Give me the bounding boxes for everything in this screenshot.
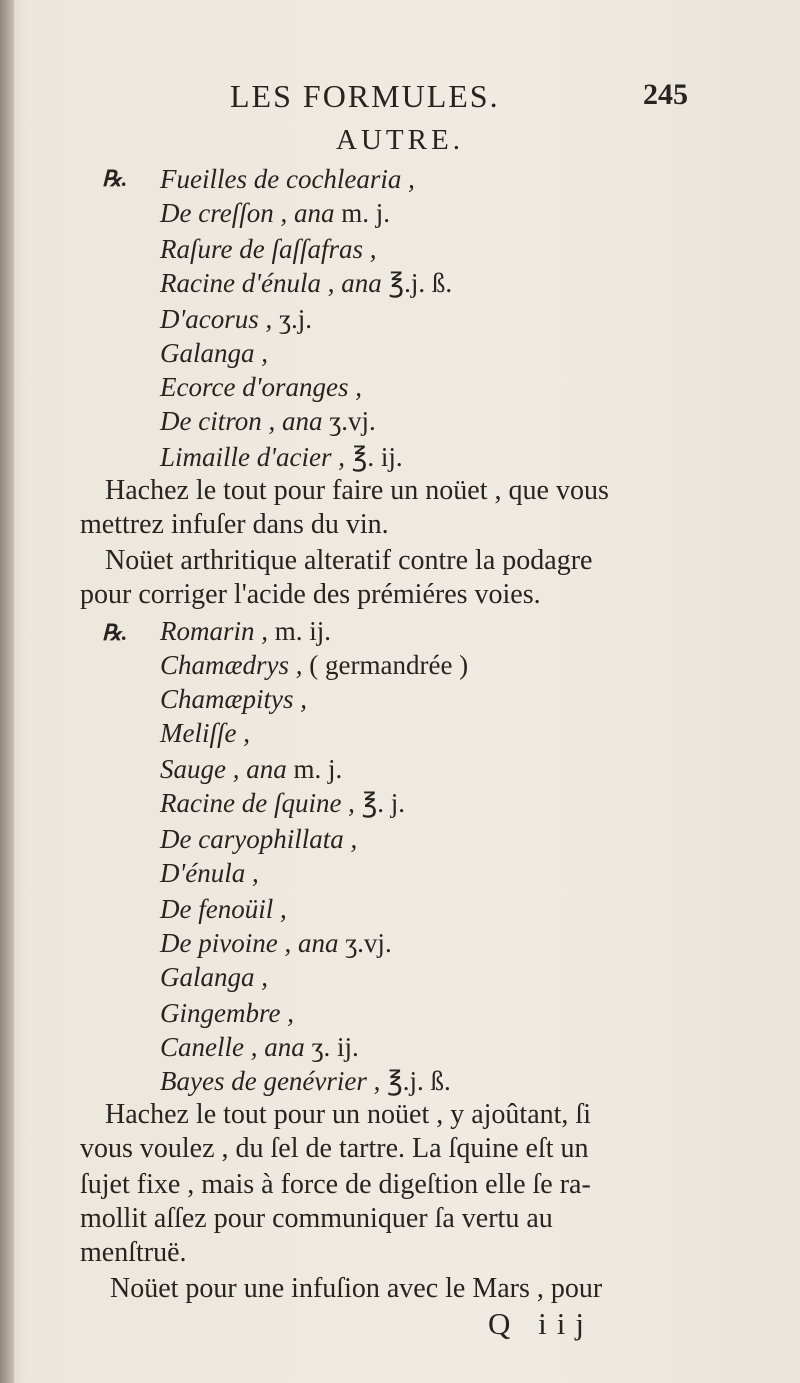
paragraph-line: Hachez le tout pour faire un noüet , que vous (105, 475, 609, 506)
ingredient-name: Racine d'énula , ana (160, 268, 382, 298)
ingredient-line (160, 786, 405, 820)
ingredient-name: Meliſſe , (160, 718, 250, 748)
ingredient-line (160, 162, 415, 196)
ingredient-name: Ecorce d'oranges , (160, 372, 362, 402)
ingredient-dose: ( germandrée ) (302, 650, 469, 680)
ingredient-name: Sauge , ana (160, 754, 287, 784)
ingredient-dose: ℥.j. ß. (380, 1066, 451, 1096)
ingredient-line (160, 892, 287, 926)
signature-mark: Q iij (488, 1306, 594, 1341)
ingredient-name: D'acorus , (160, 304, 273, 334)
ingredient-line (160, 752, 342, 786)
paragraph-line: Noüet arthritique alteratif contre la podagre (105, 545, 593, 576)
ingredient-line (160, 440, 403, 474)
ingredient-name: De pivoine , ana (160, 928, 339, 958)
ingredient-dose: ʒ. ij. (304, 1032, 359, 1062)
recipe-symbol: ℞. (102, 166, 128, 191)
ingredient-name: De creſſon , ana (160, 198, 335, 228)
paragraph-line: mettrez infuſer dans du vin. (80, 509, 389, 540)
ingredient-line (160, 682, 307, 716)
ingredient-dose: ℥. ij. (345, 442, 403, 472)
paragraph-line: Noüet pour une infuſion avec le Mars , pour (110, 1273, 603, 1304)
ingredient-name: De caryophillata , (160, 824, 358, 854)
page-number: 245 (643, 78, 688, 111)
ingredient-name: De fenoüil , (160, 894, 287, 924)
ingredient-name: De citron , ana (160, 406, 323, 436)
paragraph-line: menſtruë. (80, 1237, 187, 1268)
ingredient-name: Chamædrys , (160, 650, 303, 680)
book-spine (0, 0, 14, 1383)
ingredient-dose: m. ij. (268, 616, 332, 646)
paragraph-line: mollit aſſez pour communiquer ſa vertu au (80, 1203, 553, 1234)
ingredient-dose: ʒ.vj. (338, 928, 392, 958)
ingredient-line (160, 336, 268, 370)
ingredient-line (160, 266, 452, 300)
recipe-symbol: ℞. (102, 620, 128, 645)
ingredient-line (160, 232, 377, 266)
ingredient-name: Limaille d'acier , (160, 442, 346, 472)
ingredient-dose: ʒ.j. (272, 304, 313, 334)
ingredient-line (160, 996, 294, 1030)
ingredient-dose: m. j. (334, 198, 390, 228)
page-header (0, 78, 800, 118)
ingredient-line (160, 370, 362, 404)
paragraph-line: pour corriger l'acide des prémiéres voies. (80, 579, 541, 610)
ingredient-name: Fueilles de cochlearia , (160, 164, 415, 194)
ingredient-name: Gingembre , (160, 998, 294, 1028)
ingredient-line (160, 926, 392, 960)
ingredient-line (160, 822, 357, 856)
ingredient-name: Raſure de ſaſſafras , (160, 234, 377, 264)
ingredient-name: D'énula , (160, 858, 259, 888)
ingredient-line (160, 856, 259, 890)
ingredient-line (160, 1030, 359, 1064)
ingredient-line (160, 614, 331, 648)
ingredient-dose: ℥.j. ß. (381, 268, 453, 298)
ingredient-name: Galanga , (160, 962, 268, 992)
paragraph-line: ſujet fixe , mais à force de digeſtion elle ſe ra- (80, 1169, 591, 1200)
ingredient-name: Chamæpitys , (160, 684, 308, 714)
ingredient-line (160, 960, 268, 994)
ingredient-line (160, 302, 312, 336)
ingredient-line (160, 404, 376, 438)
ingredient-name: Romarin , (160, 616, 268, 646)
ingredient-dose: m. j. (286, 754, 343, 784)
ingredient-name: Canelle , ana (160, 1032, 305, 1062)
ingredient-line (160, 648, 468, 682)
ingredient-line (160, 196, 390, 230)
ingredient-dose: ʒ.vj. (322, 406, 376, 436)
ingredient-dose: ℥. j. (354, 788, 406, 818)
paragraph-line: vous voulez , du ſel de tartre. La ſquine eſt un (80, 1133, 589, 1164)
section-heading: AUTRE. (336, 124, 464, 156)
ingredient-line (160, 1064, 451, 1098)
ingredient-name: Galanga , (160, 338, 268, 368)
ingredient-name: Racine de ſquine , (160, 788, 355, 818)
ingredient-name: Bayes de genévrier , (160, 1066, 381, 1096)
paragraph-line: Hachez le tout pour un noüet , y ajoûtant, ſi (105, 1099, 591, 1130)
ingredient-line (160, 716, 250, 750)
running-head: LES FORMULES. (230, 78, 500, 114)
